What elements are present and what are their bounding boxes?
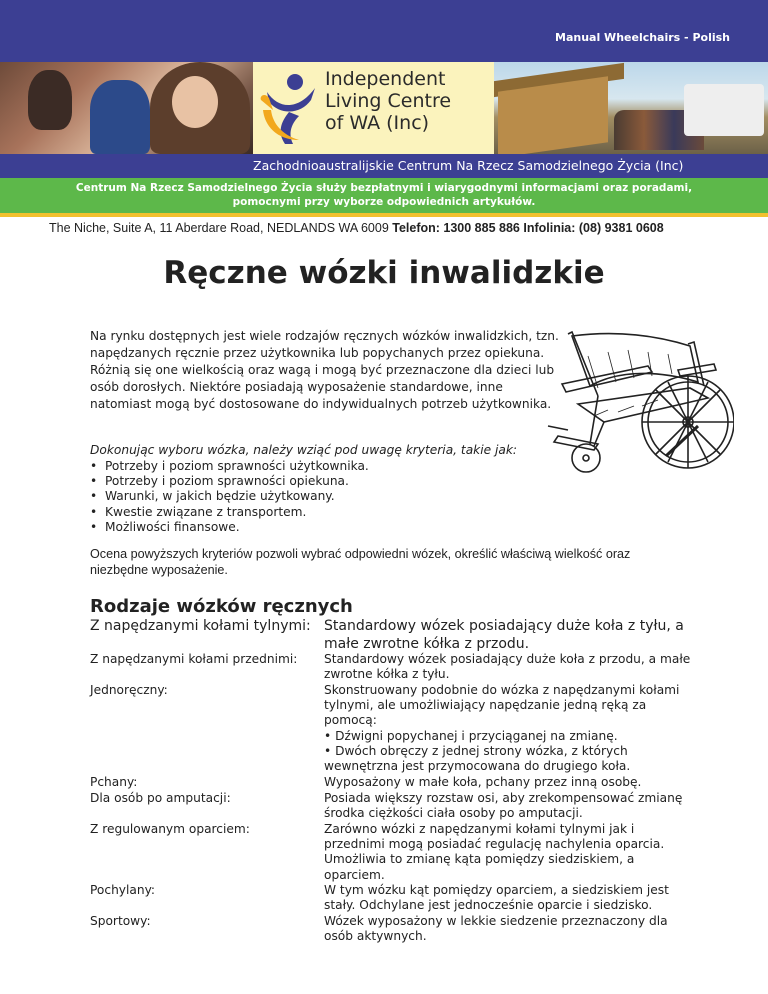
type-description: W tym wózku kąt pomiędzy oparciem, a siedziskiem jest stały. Odchylane jest jednocześnie oparcie i siedzisko. (324, 883, 669, 913)
type-description: • Dźwigni popychanej i przyciąganej na zmianę. (324, 729, 618, 743)
criteria-lead: Dokonując wyboru wózka, należy wziąć pod uwagę kryteria, takie jak: (90, 443, 517, 457)
list-item: • Potrzeby i poziom sprawności użytkownika. (90, 459, 550, 474)
list-item: • Możliwości finansowe. (90, 520, 550, 535)
type-name: Pchany: (90, 775, 138, 789)
logo-line-1: Independent (325, 68, 446, 90)
logo-line-2: Living Centre (325, 90, 452, 112)
type-description: • Dwóch obręczy z jednej strony wózka, z których wewnętrzna jest przymocowana do drugiego koła. (324, 744, 631, 774)
type-name: Z napędzanymi kołami przednimi: (90, 652, 298, 666)
mission-line-2: pomocnymi przy wyborze odpowiednich artykułów. (232, 196, 536, 208)
type-description: Standardowy wózek posiadający duże koła z tyłu, a małe zwrotne kółka z przodu. (324, 618, 684, 652)
header-top-strip (0, 0, 768, 62)
mission-bar (0, 178, 768, 213)
section-title: Rodzaje wózków ręcznych (90, 596, 353, 617)
series-label: Manual Wheelchairs - Polish (555, 31, 730, 44)
list-item: • Potrzeby i poziom sprawności opiekuna. (90, 474, 550, 489)
ilc-logo-text (325, 68, 495, 134)
ilc-figure-icon (259, 70, 319, 146)
contact-line (49, 221, 664, 235)
intro-paragraph: Na rynku dostępnych jest wiele rodzajów ręcznych wózków inwalidzkich, tzn. napędzanych ręcznie przez użytkownika lub popychanych przez opiekuna. Różnią się one wielkością oraz wagą i mogą być przeznaczone dla dzieci lub osób dorosłych. Niektóre posiadają wyposażenie standardowe, inne natomiast mogą być dostosowane do indywidualnych potrzeb użytkownika. (90, 329, 559, 411)
ilc-logo (253, 62, 494, 154)
type-name: Dla osób po amputacji: (90, 791, 231, 805)
type-name: Sportowy: (90, 914, 151, 928)
type-description: Posiada większy rozstaw osi, aby zrekompensować zmianę środka ciężkości ciała osoby po amputacji. (324, 791, 683, 821)
list-item: • Kwestie związane z transportem. (90, 505, 550, 520)
type-description: Wyposażony w małe koła, pchany przez inną osobę. (324, 775, 642, 789)
header-photo-people (0, 62, 253, 154)
type-name: Z regulowanym oparciem: (90, 822, 250, 836)
type-name: Jednoręczny: (90, 683, 168, 697)
type-description: Skonstruowany podobnie do wózka z napędzanymi kołami tylnymi, ale umożliwiający napędzanie jedną ręką za pomocą: (324, 683, 680, 728)
wheelchair-illustration (538, 326, 734, 486)
type-name: Pochylany: (90, 883, 156, 897)
org-name-bar (0, 154, 768, 178)
address: The Niche, Suite A, 11 Aberdare Road, NEDLANDS WA 6009 (49, 221, 389, 235)
type-description: Wózek wyposażony w lekkie siedzenie przeznaczony dla osób aktywnych. (324, 914, 668, 944)
header-photo-building (494, 62, 768, 154)
type-description: Zarówno wózki z napędzanymi kołami tylnymi jak i przednimi mogą posiadać regulację nachylenia oparcia. Umożliwia to zmianę kąta pomiędzy siedziskiem, a oparciem. (324, 822, 665, 882)
summary-paragraph: Ocena powyższych kryteriów pozwoli wybrać odpowiedni wózek, określić właściwą wielkość oraz niezbędne wyposażenie. (90, 547, 631, 577)
list-item: • Warunki, w jakich będzie użytkowany. (90, 489, 550, 504)
type-description: Standardowy wózek posiadający duże koła z przodu, a małe zwrotne kółka z tyłu. (324, 652, 691, 682)
logo-line-3: of WA (Inc) (325, 112, 430, 134)
polish-org-name: Zachodnioaustralijskie Centrum Na Rzecz Samodzielnego Życia (Inc) (253, 158, 684, 173)
type-name: Z napędzanymi kołami tylnymi: (90, 618, 311, 634)
phone-numbers: Telefon: 1300 885 886 Infolinia: (08) 9381 0608 (392, 221, 664, 235)
page-title: Ręczne wózki inwalidzkie (163, 255, 605, 291)
mission-line-1: Centrum Na Rzecz Samodzielnego Życia służy bezpłatnymi i wiarygodnymi informacjami oraz poradami, (75, 182, 693, 194)
criteria-list (90, 459, 550, 535)
header-divider (0, 213, 768, 217)
